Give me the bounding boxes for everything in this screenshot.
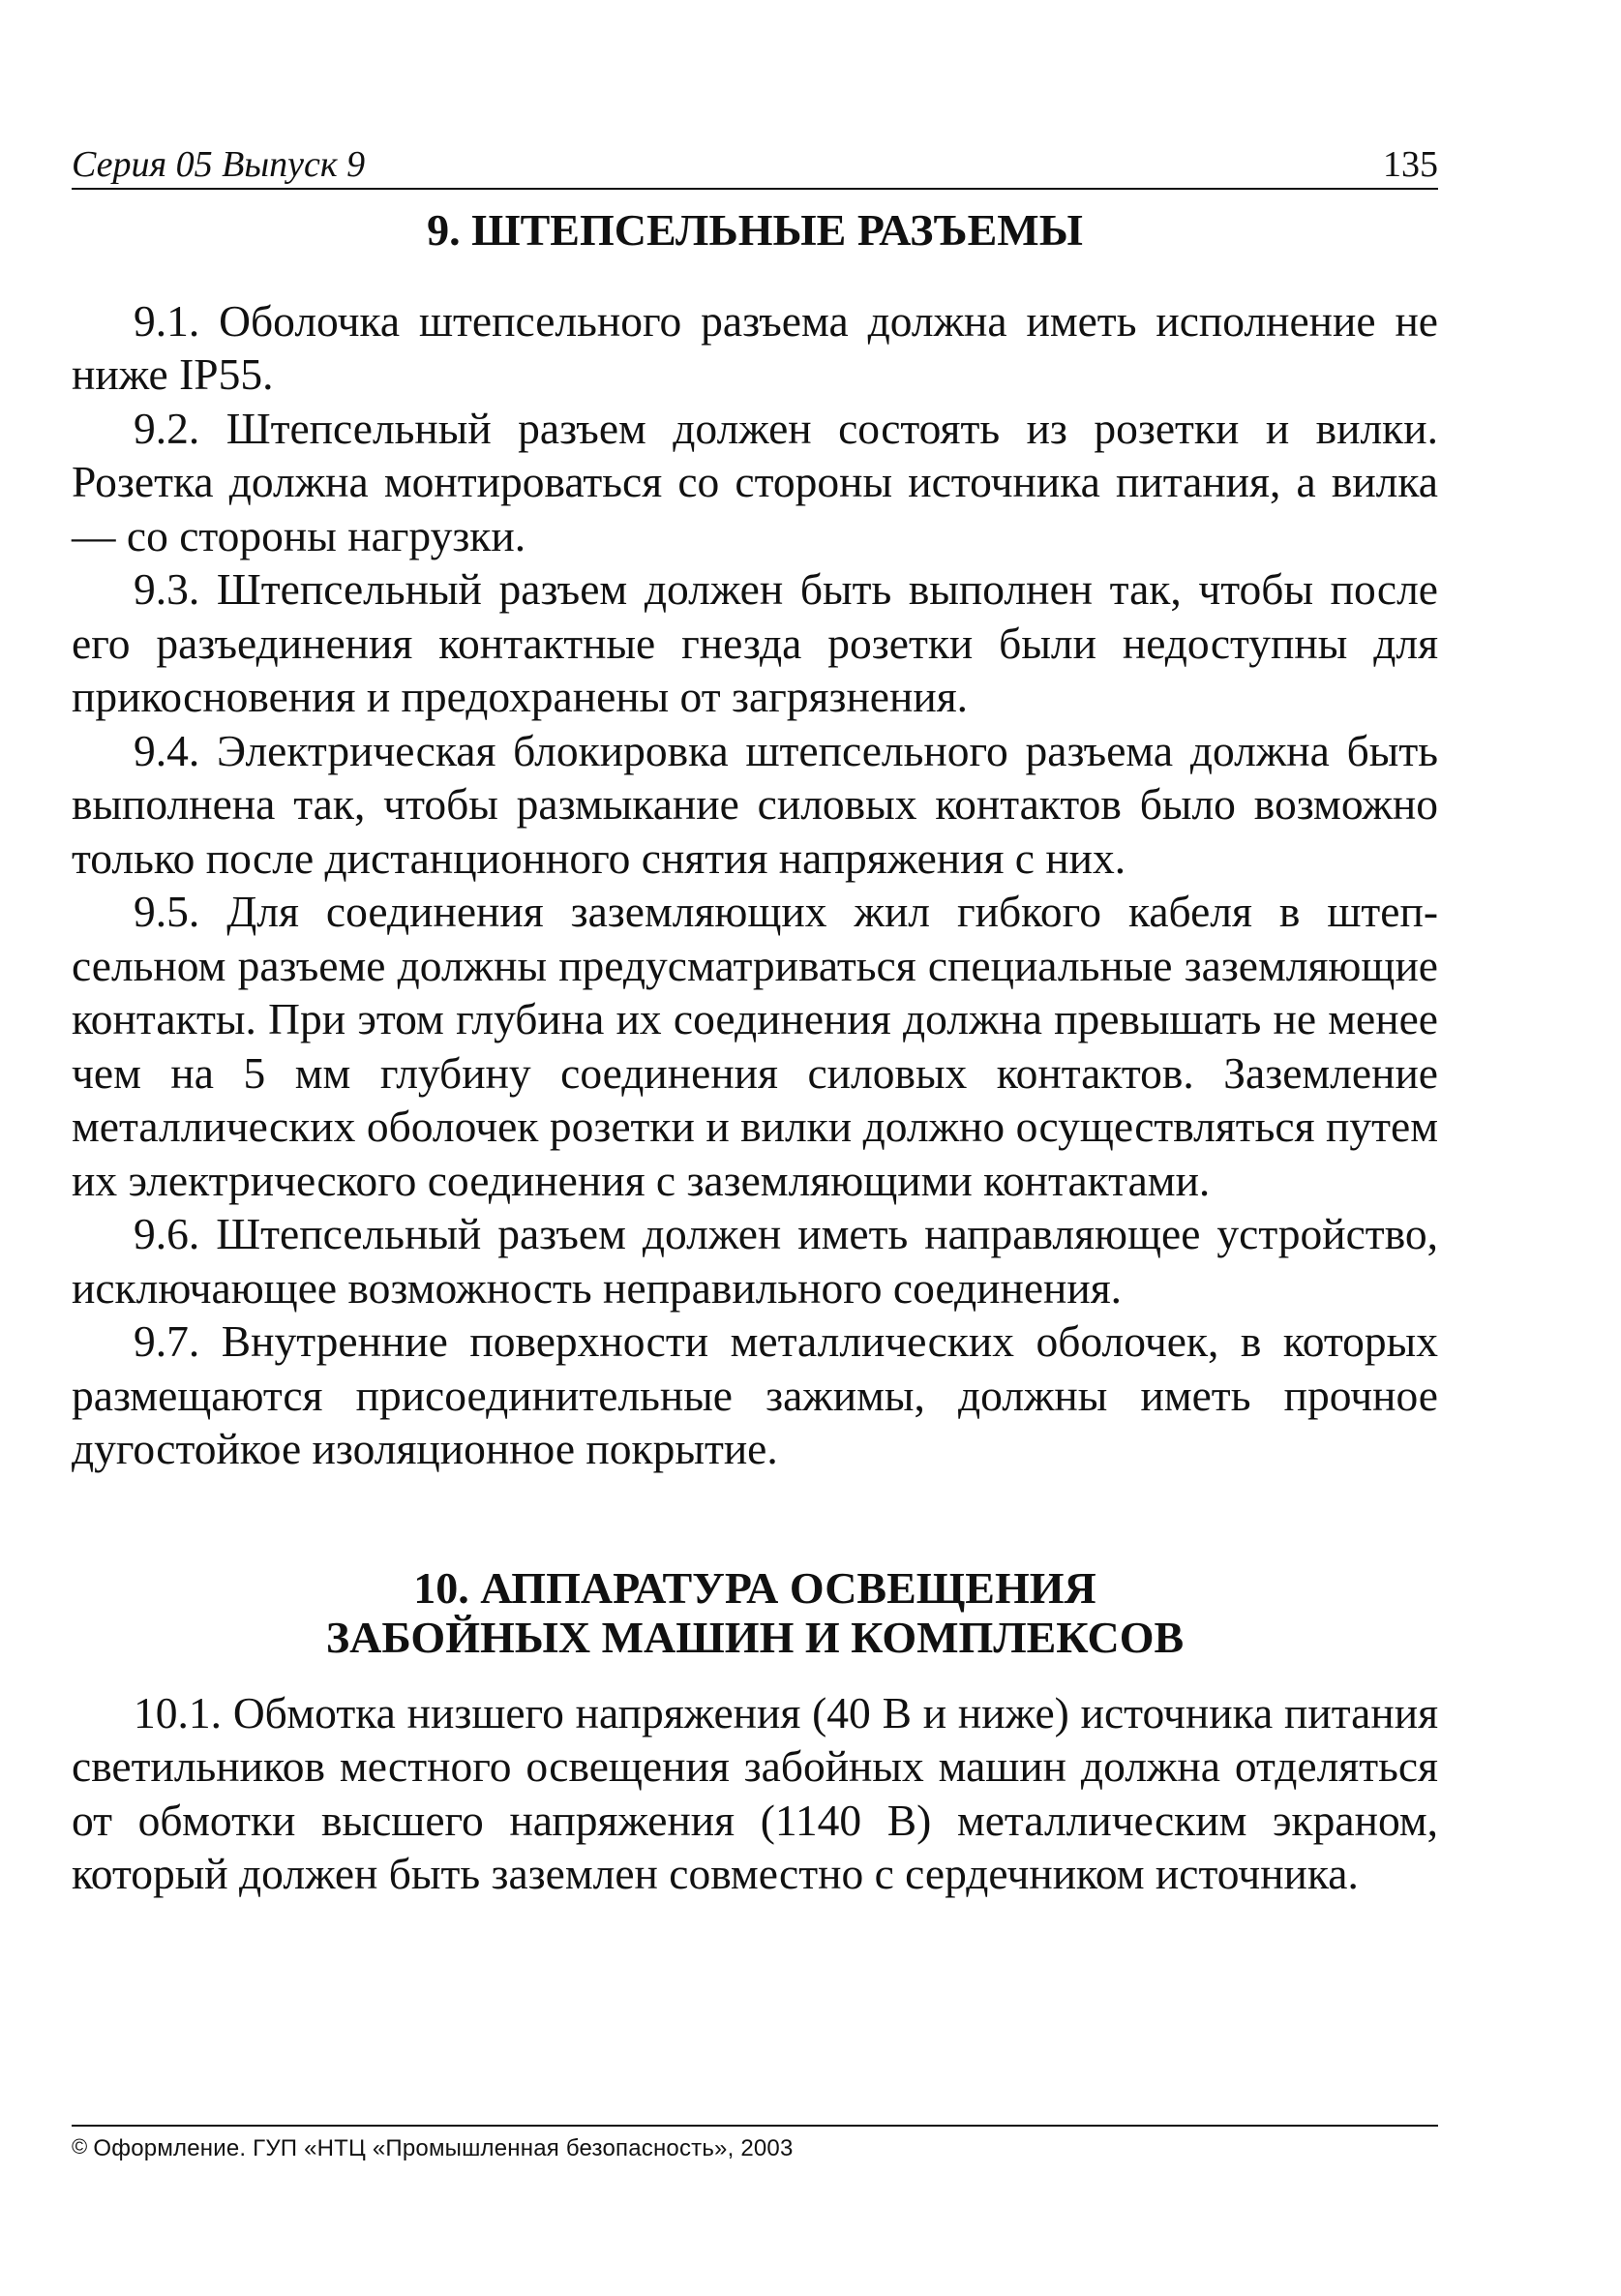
paragraph-9-7: 9.7. Внутренние поверхности металлических оболочек, в которых размещаются присоединительные зажимы, должны иметь прочное дугостойкое изоляционное покрытие.	[72, 1316, 1438, 1474]
footer-note	[72, 2134, 1438, 2162]
running-header	[72, 145, 1438, 190]
paragraph-9-2: 9.2. Штепсельный разъем должен состоять из розетки и вилки. Розетка должна монтироваться со стороны источника питания, а вилка — со стороны нагрузки.	[72, 403, 1438, 560]
copyright-text: Оформление. ГУП «НТЦ «Промышленная безопасность», 2003	[93, 2135, 794, 2161]
section-9-body	[72, 294, 1438, 1476]
section-10-body	[72, 1686, 1438, 1901]
series-label: Серия 05 Выпуск 9	[72, 144, 366, 185]
paragraph-9-4: 9.4. Электрическая блокировка штепсельного разъема должна быть выполнена так, чтобы размыкание силовых контактов было возможно только после дистанционного снятия напряжения с них.	[72, 725, 1438, 883]
section-10-title-line-1: 10. АППАРАТУРА ОСВЕЩЕНИЯ	[413, 1562, 1096, 1613]
section-10-title	[72, 1563, 1438, 1663]
paragraph-9-3: 9.3. Штепсельный разъем должен быть выполнен так, чтобы после его разъединения контактные гнезда розетки были недоступны для прикосновения и предохранены от загрязнения.	[72, 564, 1438, 722]
paragraph-9-1: 9.1. Оболочка штепсельного разъема должна иметь исполнение не ниже IP55.	[72, 295, 1438, 400]
section-10-title-line-2: ЗАБОЙНЫХ МАШИН И КОМПЛЕКСОВ	[325, 1613, 1185, 1663]
paragraph-9-6: 9.6. Штепсельный разъем должен иметь направляющее устройство, исключающее возможность неправильного соединения.	[72, 1209, 1438, 1313]
footer	[72, 2125, 1438, 2162]
copyright-icon: ©	[72, 2134, 88, 2159]
footer-divider	[72, 2125, 1438, 2127]
section-9-title: 9. ШТЕПСЕЛЬНЫЕ РАЗЪЕМЫ	[427, 205, 1083, 255]
page-number: 135	[1383, 144, 1438, 185]
page	[72, 145, 1438, 1901]
paragraph-10-1: 10.1. Обмотка низшего напряжения (40 В и ниже) источника питания светильников местного освещения забойных машин должна отделяться от обмотки высшего напряжения (1140 В) металлическим экраном, который должен быть заземлен совместно с сердечником источника.	[72, 1687, 1438, 1899]
paragraph-9-5: 9.5. Для соединения заземляющих жил гибкого кабеля в штепсельном разъеме должны предусматриваться специальные заземляющие контакты. При этом глубина их соединения должна превышать не менее чем на 5 мм глубину соединения силовых контактов. Заземление металлических оболочек розетки и вилки должно осуществляться путем их электрического соединения с заземляющими контактами.	[72, 887, 1438, 1205]
